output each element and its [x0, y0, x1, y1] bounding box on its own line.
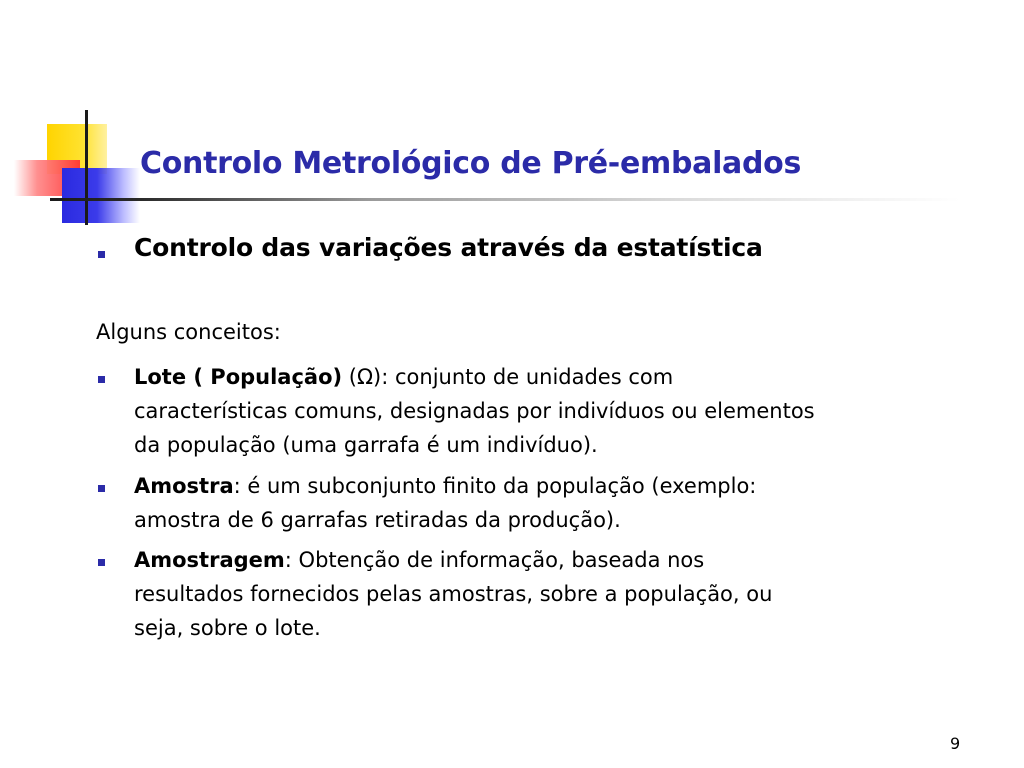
list-item-line: [134, 543, 954, 577]
list-item-amostra: [134, 469, 954, 537]
list-item-line: [134, 469, 954, 503]
definition-text: da população (uma garrafa é um indivíduo).: [134, 433, 598, 457]
title-underline-decoration: [50, 198, 960, 201]
square-bullet-icon: [98, 559, 105, 566]
section-heading: Controlo das variações através da estatística: [134, 233, 763, 262]
slide-title: Controlo Metrológico de Pré-embalados: [140, 146, 802, 181]
square-bullet-icon: [98, 485, 105, 492]
definition-text: resultados fornecidos pelas amostras, sobre a população, ou: [134, 582, 773, 606]
term-label: Amostragem: [134, 548, 285, 572]
list-item-lote: [134, 360, 954, 462]
page-number: 9: [950, 734, 961, 753]
definition-text: : é um subconjunto finito da população (exemplo:: [233, 474, 757, 498]
square-bullet-icon: [98, 376, 105, 383]
blue-square-decoration: [62, 168, 140, 223]
intro-text: Alguns conceitos:: [96, 320, 281, 344]
vertical-line-decoration: [85, 110, 88, 225]
definition-text: (Ω): conjunto de unidades com: [342, 365, 674, 389]
list-item-amostragem: [134, 543, 954, 645]
definition-text: características comuns, designadas por indivíduos ou elementos: [134, 399, 815, 423]
term-label: Amostra: [134, 474, 234, 498]
list-item-line: [134, 360, 954, 394]
definition-text: amostra de 6 garrafas retiradas da produção).: [134, 508, 621, 532]
square-bullet-icon: [98, 251, 105, 258]
definition-text: : Obtenção de informação, baseada nos: [284, 548, 705, 572]
term-label: Lote ( População): [134, 365, 343, 389]
definition-text: seja, sobre o lote.: [134, 616, 321, 640]
